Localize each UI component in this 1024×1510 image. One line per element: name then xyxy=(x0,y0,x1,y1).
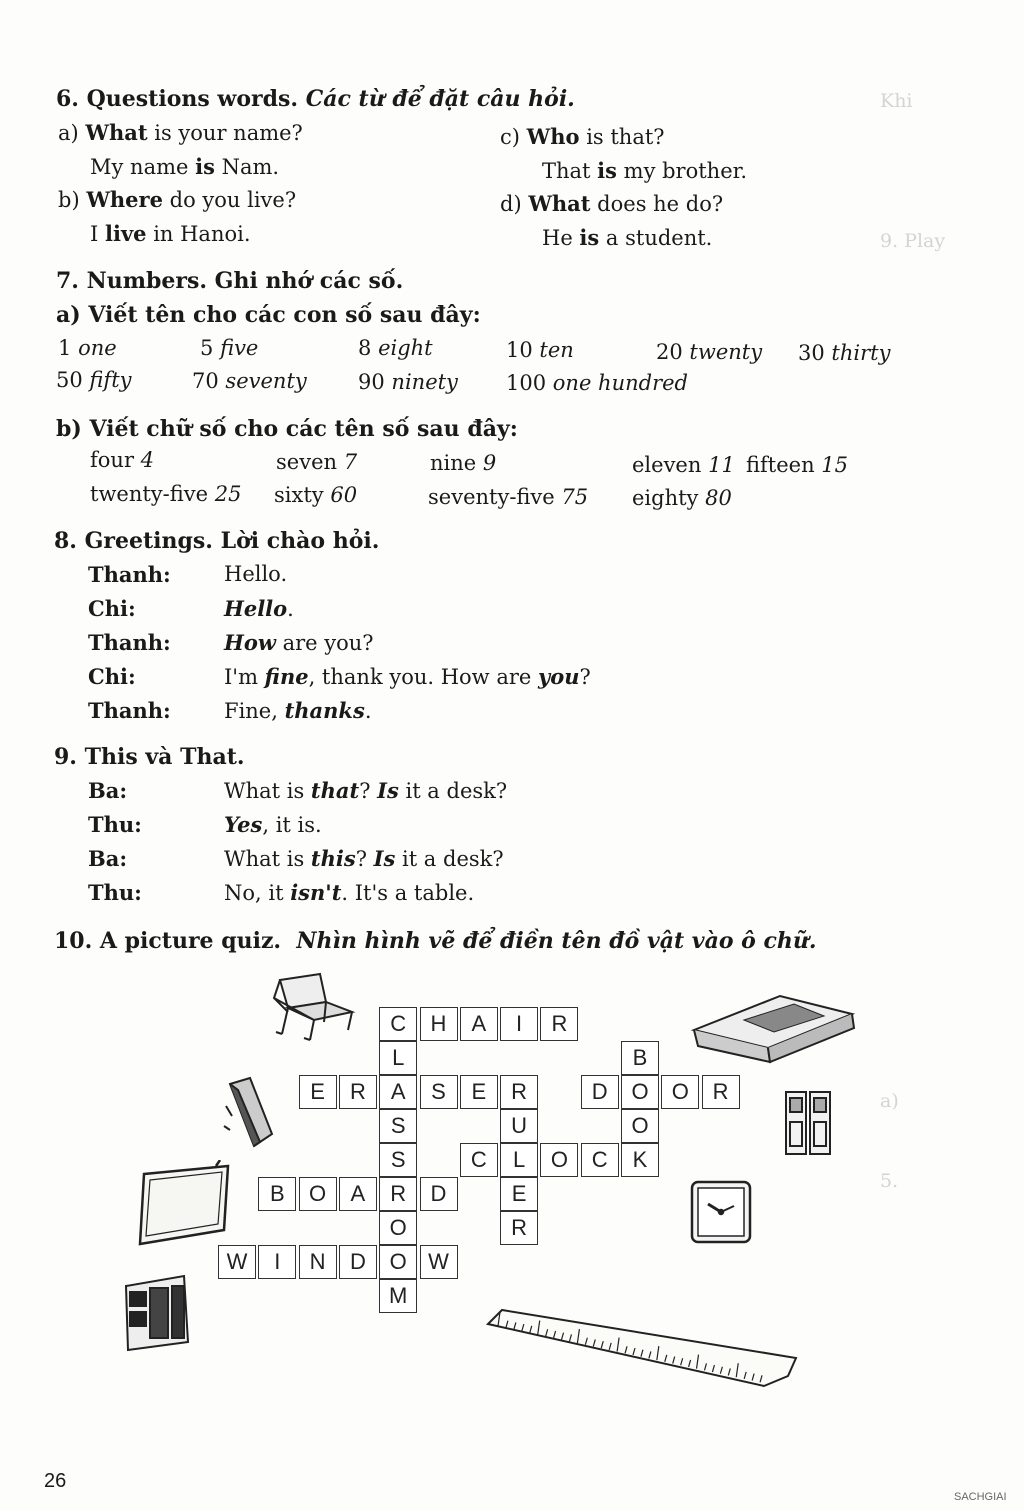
crossword-cell: C xyxy=(379,1007,417,1041)
num-item xyxy=(798,341,890,365)
q-b-keyword: Where xyxy=(86,187,163,212)
section-10-title xyxy=(54,928,817,954)
crossword-cell: I xyxy=(258,1245,296,1279)
word-digit: 4 xyxy=(140,448,155,472)
word-item xyxy=(276,450,357,474)
section-7b-title: b) Viết chữ số cho các tên số sau đây: xyxy=(56,416,518,442)
crossword-cell: B xyxy=(621,1041,659,1075)
word-item xyxy=(430,451,496,475)
section-7a-title: a) Viết tên cho các con số sau đây: xyxy=(56,302,481,328)
page-number: 26 xyxy=(44,1470,67,1492)
ans-b-2: in Hanoi. xyxy=(146,222,251,246)
q-d-keyword: What xyxy=(528,191,591,216)
ans-d-bold: is xyxy=(579,225,600,250)
q-a xyxy=(58,120,303,145)
q-a-keyword: What xyxy=(85,120,148,145)
num-digit: 90 xyxy=(358,370,385,394)
q-b-label: b) xyxy=(58,188,80,212)
dialogue-fragment: Hello xyxy=(224,596,288,621)
bleed-through-text: 5. xyxy=(880,1170,899,1192)
ans-a-bold: is xyxy=(195,154,215,179)
dialogue-fragment: ? xyxy=(355,847,374,871)
section-10-title-bold: 10. A picture quiz. xyxy=(54,928,282,954)
speaker-name: Thanh: xyxy=(88,698,171,723)
crossword-cell: O xyxy=(661,1075,699,1109)
section-7-title: 7. Numbers. Ghi nhớ các số. xyxy=(56,268,404,294)
crossword-cell: O xyxy=(621,1109,659,1143)
num-digit: 30 xyxy=(798,341,825,365)
num-word: fifty xyxy=(89,368,132,392)
word-digit: 25 xyxy=(214,482,242,506)
dialogue-fragment: , thank you. How are xyxy=(308,665,538,689)
word-digit: 11 xyxy=(708,453,735,477)
bleed-through-text: Khi xyxy=(880,90,913,112)
dialogue-fragment: What is xyxy=(224,779,311,803)
crossword-cell: K xyxy=(621,1143,659,1177)
speaker-name: Chi: xyxy=(88,664,136,689)
crossword-cell: C xyxy=(460,1143,498,1177)
crossword-cell: S xyxy=(420,1075,458,1109)
crossword-cell: O xyxy=(540,1143,578,1177)
num-word: five xyxy=(220,336,259,360)
dialogue-line xyxy=(224,630,374,655)
dialogue-line xyxy=(224,562,287,586)
q-b-text: do you live? xyxy=(162,188,297,212)
crossword-cell: D xyxy=(581,1075,619,1109)
num-digit: 1 xyxy=(58,336,72,360)
ans-c-1: That xyxy=(542,159,598,183)
num-digit: 5 xyxy=(200,336,214,360)
q-c xyxy=(500,124,665,149)
dialogue-fragment: Yes xyxy=(224,812,263,837)
door-illustration xyxy=(782,1088,834,1160)
crossword-cell: A xyxy=(379,1075,417,1109)
word-item xyxy=(428,485,588,509)
ruler-illustration xyxy=(484,1304,802,1390)
book-illustration xyxy=(684,990,860,1064)
num-word: ninety xyxy=(391,370,458,394)
dialogue-fragment: Is xyxy=(373,846,396,871)
word-digit: 60 xyxy=(330,483,358,507)
crossword-cell: D xyxy=(339,1245,377,1279)
dialogue-fragment: ? xyxy=(579,665,591,689)
board-illustration xyxy=(136,1160,236,1250)
q-b xyxy=(58,187,296,212)
watermark: SACHGIAI xyxy=(954,1491,1007,1503)
dialogue-fragment: fine xyxy=(264,664,309,689)
q-a-label: a) xyxy=(58,121,79,145)
dialogue-fragment: . xyxy=(287,597,294,621)
crossword-cell: A xyxy=(339,1177,377,1211)
num-digit: 20 xyxy=(656,340,683,364)
ans-b-bold: live xyxy=(104,221,147,246)
dialogue-fragment: are you? xyxy=(275,631,374,655)
word-text: four xyxy=(90,448,134,472)
window-illustration xyxy=(120,1272,194,1354)
word-item xyxy=(90,448,154,472)
num-item xyxy=(192,369,307,393)
word-digit: 80 xyxy=(705,486,732,510)
speaker-name: Chi: xyxy=(88,596,136,621)
word-text: twenty-five xyxy=(90,482,209,506)
q-d-label: d) xyxy=(500,192,522,216)
ans-b xyxy=(90,221,251,246)
num-digit: 10 xyxy=(506,338,533,362)
section-6-title-italic: Các từ để đặt câu hỏi. xyxy=(305,86,575,112)
ans-c-bold: is xyxy=(597,158,617,183)
crossword-cell: H xyxy=(420,1007,458,1041)
crossword-cell: S xyxy=(379,1143,417,1177)
word-digit: 7 xyxy=(343,450,358,474)
speaker-name: Thu: xyxy=(88,812,142,837)
word-text: eleven xyxy=(632,453,702,477)
speaker-name: Thu: xyxy=(88,880,142,905)
num-item xyxy=(358,370,458,394)
bleed-through-text: a) xyxy=(880,1090,899,1112)
dialogue-fragment: How xyxy=(224,630,276,655)
ans-d-2: a student. xyxy=(599,226,713,250)
q-a-text: is your name? xyxy=(147,121,303,145)
ans-d-1: He xyxy=(542,226,580,250)
word-item xyxy=(746,453,848,477)
num-digit: 50 xyxy=(56,368,83,392)
num-word: twenty xyxy=(689,340,763,364)
num-word: thirty xyxy=(831,341,891,365)
dialogue-fragment: What is xyxy=(224,847,311,871)
eraser-illustration xyxy=(222,1076,278,1152)
num-item xyxy=(358,336,433,360)
dialogue-fragment: Is xyxy=(377,778,399,803)
ans-a xyxy=(90,154,279,179)
crossword-cell: W xyxy=(420,1245,458,1279)
dialogue-fragment: Fine, xyxy=(224,699,285,723)
num-item xyxy=(506,371,688,395)
num-word: eight xyxy=(378,336,433,360)
dialogue-fragment: . It's a table. xyxy=(341,881,475,905)
dialogue-line xyxy=(224,846,504,871)
dialogue-fragment: that xyxy=(310,778,360,803)
crossword-cell: C xyxy=(581,1143,619,1177)
num-word: seventy xyxy=(225,369,307,393)
crossword-cell: R xyxy=(500,1075,538,1109)
num-digit: 100 xyxy=(506,371,547,395)
word-item xyxy=(632,453,735,477)
speaker-name: Ba: xyxy=(88,778,128,803)
num-item xyxy=(656,340,762,364)
section-6-title-bold: 6. Questions words. xyxy=(56,86,299,112)
word-digit: 9 xyxy=(482,451,497,475)
word-text: seven xyxy=(276,450,338,474)
dialogue-fragment: isn't xyxy=(290,880,342,905)
bleed-through-text: 9. Play xyxy=(880,230,946,252)
clock-illustration xyxy=(686,1176,758,1248)
crossword-cell: R xyxy=(339,1075,377,1109)
crossword-cell: O xyxy=(299,1177,337,1211)
crossword-cell: O xyxy=(621,1075,659,1109)
word-digit: 15 xyxy=(821,453,849,477)
word-text: fifteen xyxy=(746,453,815,477)
ans-a-1: My name xyxy=(90,155,196,179)
crossword-cell: R xyxy=(540,1007,578,1041)
num-word: one hundred xyxy=(552,371,688,395)
ans-a-2: Nam. xyxy=(214,155,280,179)
crossword-cell: O xyxy=(379,1245,417,1279)
dialogue-line xyxy=(224,812,322,837)
crossword-cell: A xyxy=(460,1007,498,1041)
crossword-cell: D xyxy=(420,1177,458,1211)
crossword-cell: E xyxy=(500,1177,538,1211)
chair-illustration xyxy=(268,972,358,1044)
dialogue-fragment: I'm xyxy=(224,665,265,689)
ans-d xyxy=(542,225,712,250)
word-item xyxy=(90,482,242,506)
crossword-cell: U xyxy=(500,1109,538,1143)
word-text: nine xyxy=(430,451,477,475)
dialogue-fragment: No, it xyxy=(224,881,291,905)
dialogue-fragment: it a desk? xyxy=(398,779,508,803)
section-10-title-italic: Nhìn hình vẽ để điền tên đồ vật vào ô chữ. xyxy=(296,928,817,954)
q-d xyxy=(500,191,723,216)
dialogue-fragment: thanks xyxy=(284,698,365,723)
dialogue-fragment: it a desk? xyxy=(395,847,504,871)
crossword-cell: R xyxy=(702,1075,740,1109)
speaker-name: Thanh: xyxy=(88,630,171,655)
dialogue-fragment: . xyxy=(364,699,372,723)
num-word: one xyxy=(78,336,117,360)
crossword-cell: R xyxy=(379,1177,417,1211)
dialogue-line xyxy=(224,698,372,723)
num-digit: 8 xyxy=(358,336,372,360)
crossword-cell: N xyxy=(299,1245,337,1279)
section-8-title: 8. Greetings. Lời chào hỏi. xyxy=(54,528,380,554)
word-text: seventy-five xyxy=(428,485,555,509)
word-text: sixty xyxy=(274,483,324,507)
dialogue-fragment: Hello. xyxy=(224,562,288,586)
ans-c-2: my brother. xyxy=(616,159,748,183)
dialogue-line xyxy=(224,778,507,803)
dialogue-fragment: this xyxy=(310,846,356,871)
word-digit: 75 xyxy=(561,485,589,509)
q-c-label: c) xyxy=(500,125,520,149)
dialogue-line xyxy=(224,664,591,689)
q-d-text: does he do? xyxy=(590,192,724,216)
num-item xyxy=(200,336,258,360)
crossword-cell: M xyxy=(379,1279,417,1313)
dialogue-fragment: ? xyxy=(359,779,378,803)
dialogue-line xyxy=(224,596,294,621)
crossword-cell: I xyxy=(500,1007,538,1041)
dialogue-fragment: you xyxy=(538,664,580,689)
section-9-title: 9. This và That. xyxy=(54,744,245,770)
crossword-cell: E xyxy=(299,1075,337,1109)
word-item xyxy=(274,483,357,507)
ans-c xyxy=(542,158,747,183)
crossword-cell: W xyxy=(218,1245,256,1279)
crossword-cell: O xyxy=(379,1211,417,1245)
crossword-cell: R xyxy=(500,1211,538,1245)
crossword-cell: B xyxy=(258,1177,296,1211)
ans-b-1: I xyxy=(90,222,105,246)
num-item xyxy=(58,336,117,360)
crossword-cell: S xyxy=(379,1109,417,1143)
q-c-text: is that? xyxy=(579,125,665,149)
word-item xyxy=(632,486,732,510)
word-text: eighty xyxy=(632,486,699,510)
num-item xyxy=(56,368,132,392)
num-word: ten xyxy=(539,338,574,362)
q-c-keyword: Who xyxy=(526,124,580,149)
crossword-cell: L xyxy=(500,1143,538,1177)
dialogue-line xyxy=(224,880,474,905)
speaker-name: Thanh: xyxy=(88,562,171,587)
crossword-cell: L xyxy=(379,1041,417,1075)
crossword-cell: E xyxy=(460,1075,498,1109)
speaker-name: Ba: xyxy=(88,846,128,871)
dialogue-fragment: , it is. xyxy=(262,813,322,837)
num-item xyxy=(506,338,574,362)
num-digit: 70 xyxy=(192,369,219,393)
section-6-title xyxy=(56,86,575,112)
